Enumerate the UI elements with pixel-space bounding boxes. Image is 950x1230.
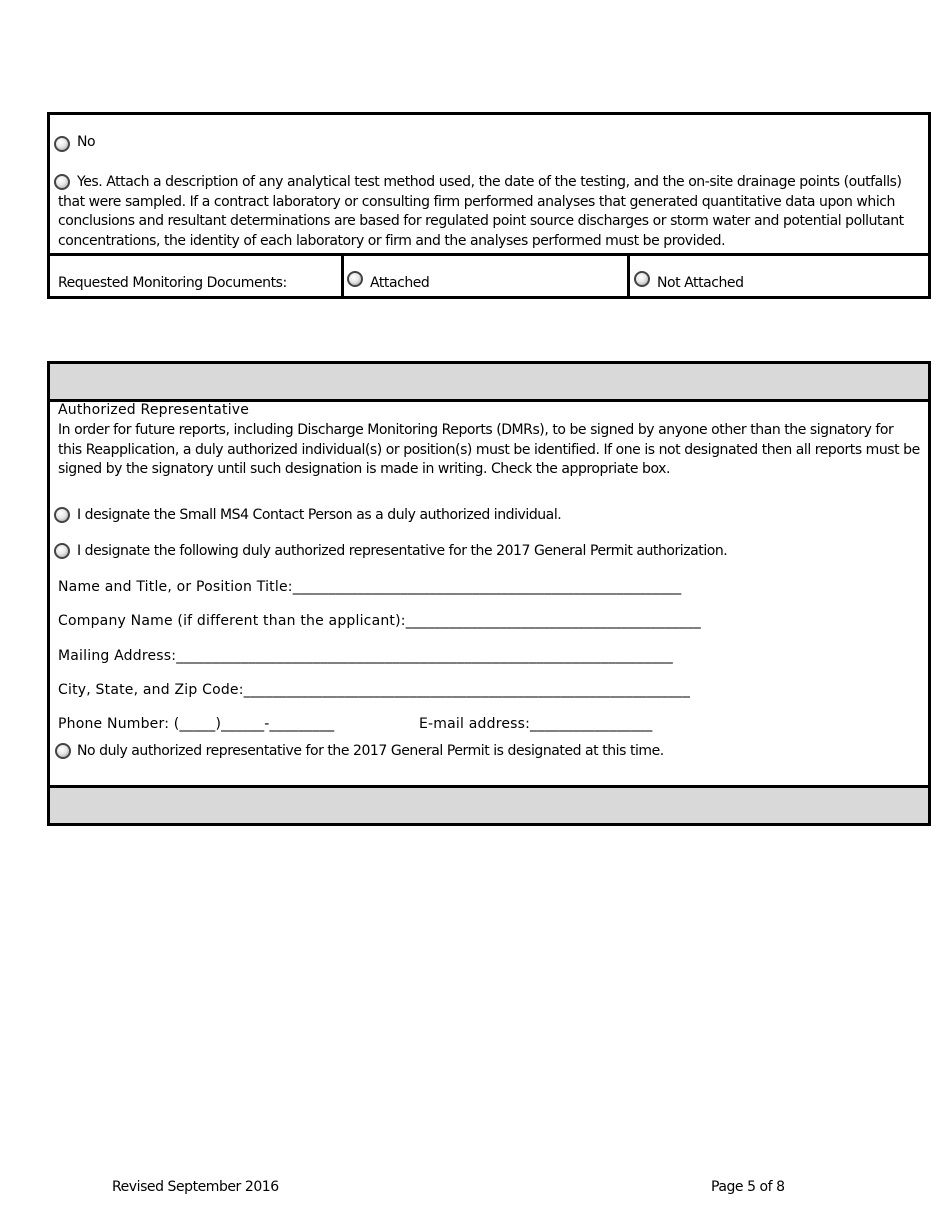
designate-contact-radio[interactable] <box>54 507 70 523</box>
mailing-address-field[interactable]: Mailing Address:_____________________________________________________________________ <box>58 648 674 664</box>
designate-following-radio[interactable] <box>54 543 70 559</box>
revised-date: Revised September 2016 <box>112 1179 279 1195</box>
docs-cell-divider-1 <box>341 253 344 299</box>
authorized-footer-bar <box>50 788 928 823</box>
no-representative-radio[interactable] <box>55 743 71 759</box>
authorized-intro: In order for future reports, including Discharge Monitoring Reports (DMRs), to be signed by anyone other than the signatory for this Reapplication, a duly authorized individual(s) or position(s) must be identified. If one is not designated then all reports must be signed by the signatory until such designation is made in writing. Check the appropriate box. <box>58 422 920 477</box>
docs-cell-divider-2 <box>627 253 630 299</box>
attached-radio[interactable] <box>347 271 363 287</box>
designate-contact-label: I designate the Small MS4 Contact Person as a duly authorized individual. <box>77 507 562 523</box>
yes-description: Yes. Attach a description of any analytical test method used, the date of the testing, and the on-site drainage points (outfalls) that were sampled. If a contract laboratory or consulting firm performed analyses that generated quantitative data upon which conclusions and resultant determinations are based for regulated point source discharges or storm water and potential pollutant concentrations, the identity of each laboratory or firm and the analyses performed must be provided. <box>58 174 904 249</box>
name-title-field[interactable]: Name and Title, or Position Title:______________________________________________________ <box>58 579 682 595</box>
page-number: Page 5 of 8 <box>711 1179 785 1195</box>
not-attached-label: Not Attached <box>657 275 744 291</box>
city-state-zip-field[interactable]: City, State, and Zip Code:______________________________________________________________ <box>58 682 691 698</box>
attached-label: Attached <box>370 275 430 291</box>
designate-following-label: I designate the following duly authorized representative for the 2017 General Permit authorization. <box>77 543 728 559</box>
no-representative-label: No duly authorized representative for the 2017 General Permit is designated at this time. <box>77 743 664 759</box>
authorized-heading: Authorized Representative <box>58 402 250 418</box>
monitoring-divider <box>47 253 931 256</box>
no-radio[interactable] <box>54 136 70 152</box>
requested-docs-label: Requested Monitoring Documents: <box>58 275 287 291</box>
company-name-field[interactable]: Company Name (if different than the applicant):_________________________________________ <box>58 613 701 629</box>
phone-number-field[interactable]: Phone Number: (_____)______-_________ <box>58 716 335 732</box>
no-label: No <box>77 134 96 150</box>
authorized-header-bar <box>50 364 928 399</box>
email-address-field[interactable]: E-mail address:_________________ <box>419 716 653 732</box>
not-attached-radio[interactable] <box>634 271 650 287</box>
